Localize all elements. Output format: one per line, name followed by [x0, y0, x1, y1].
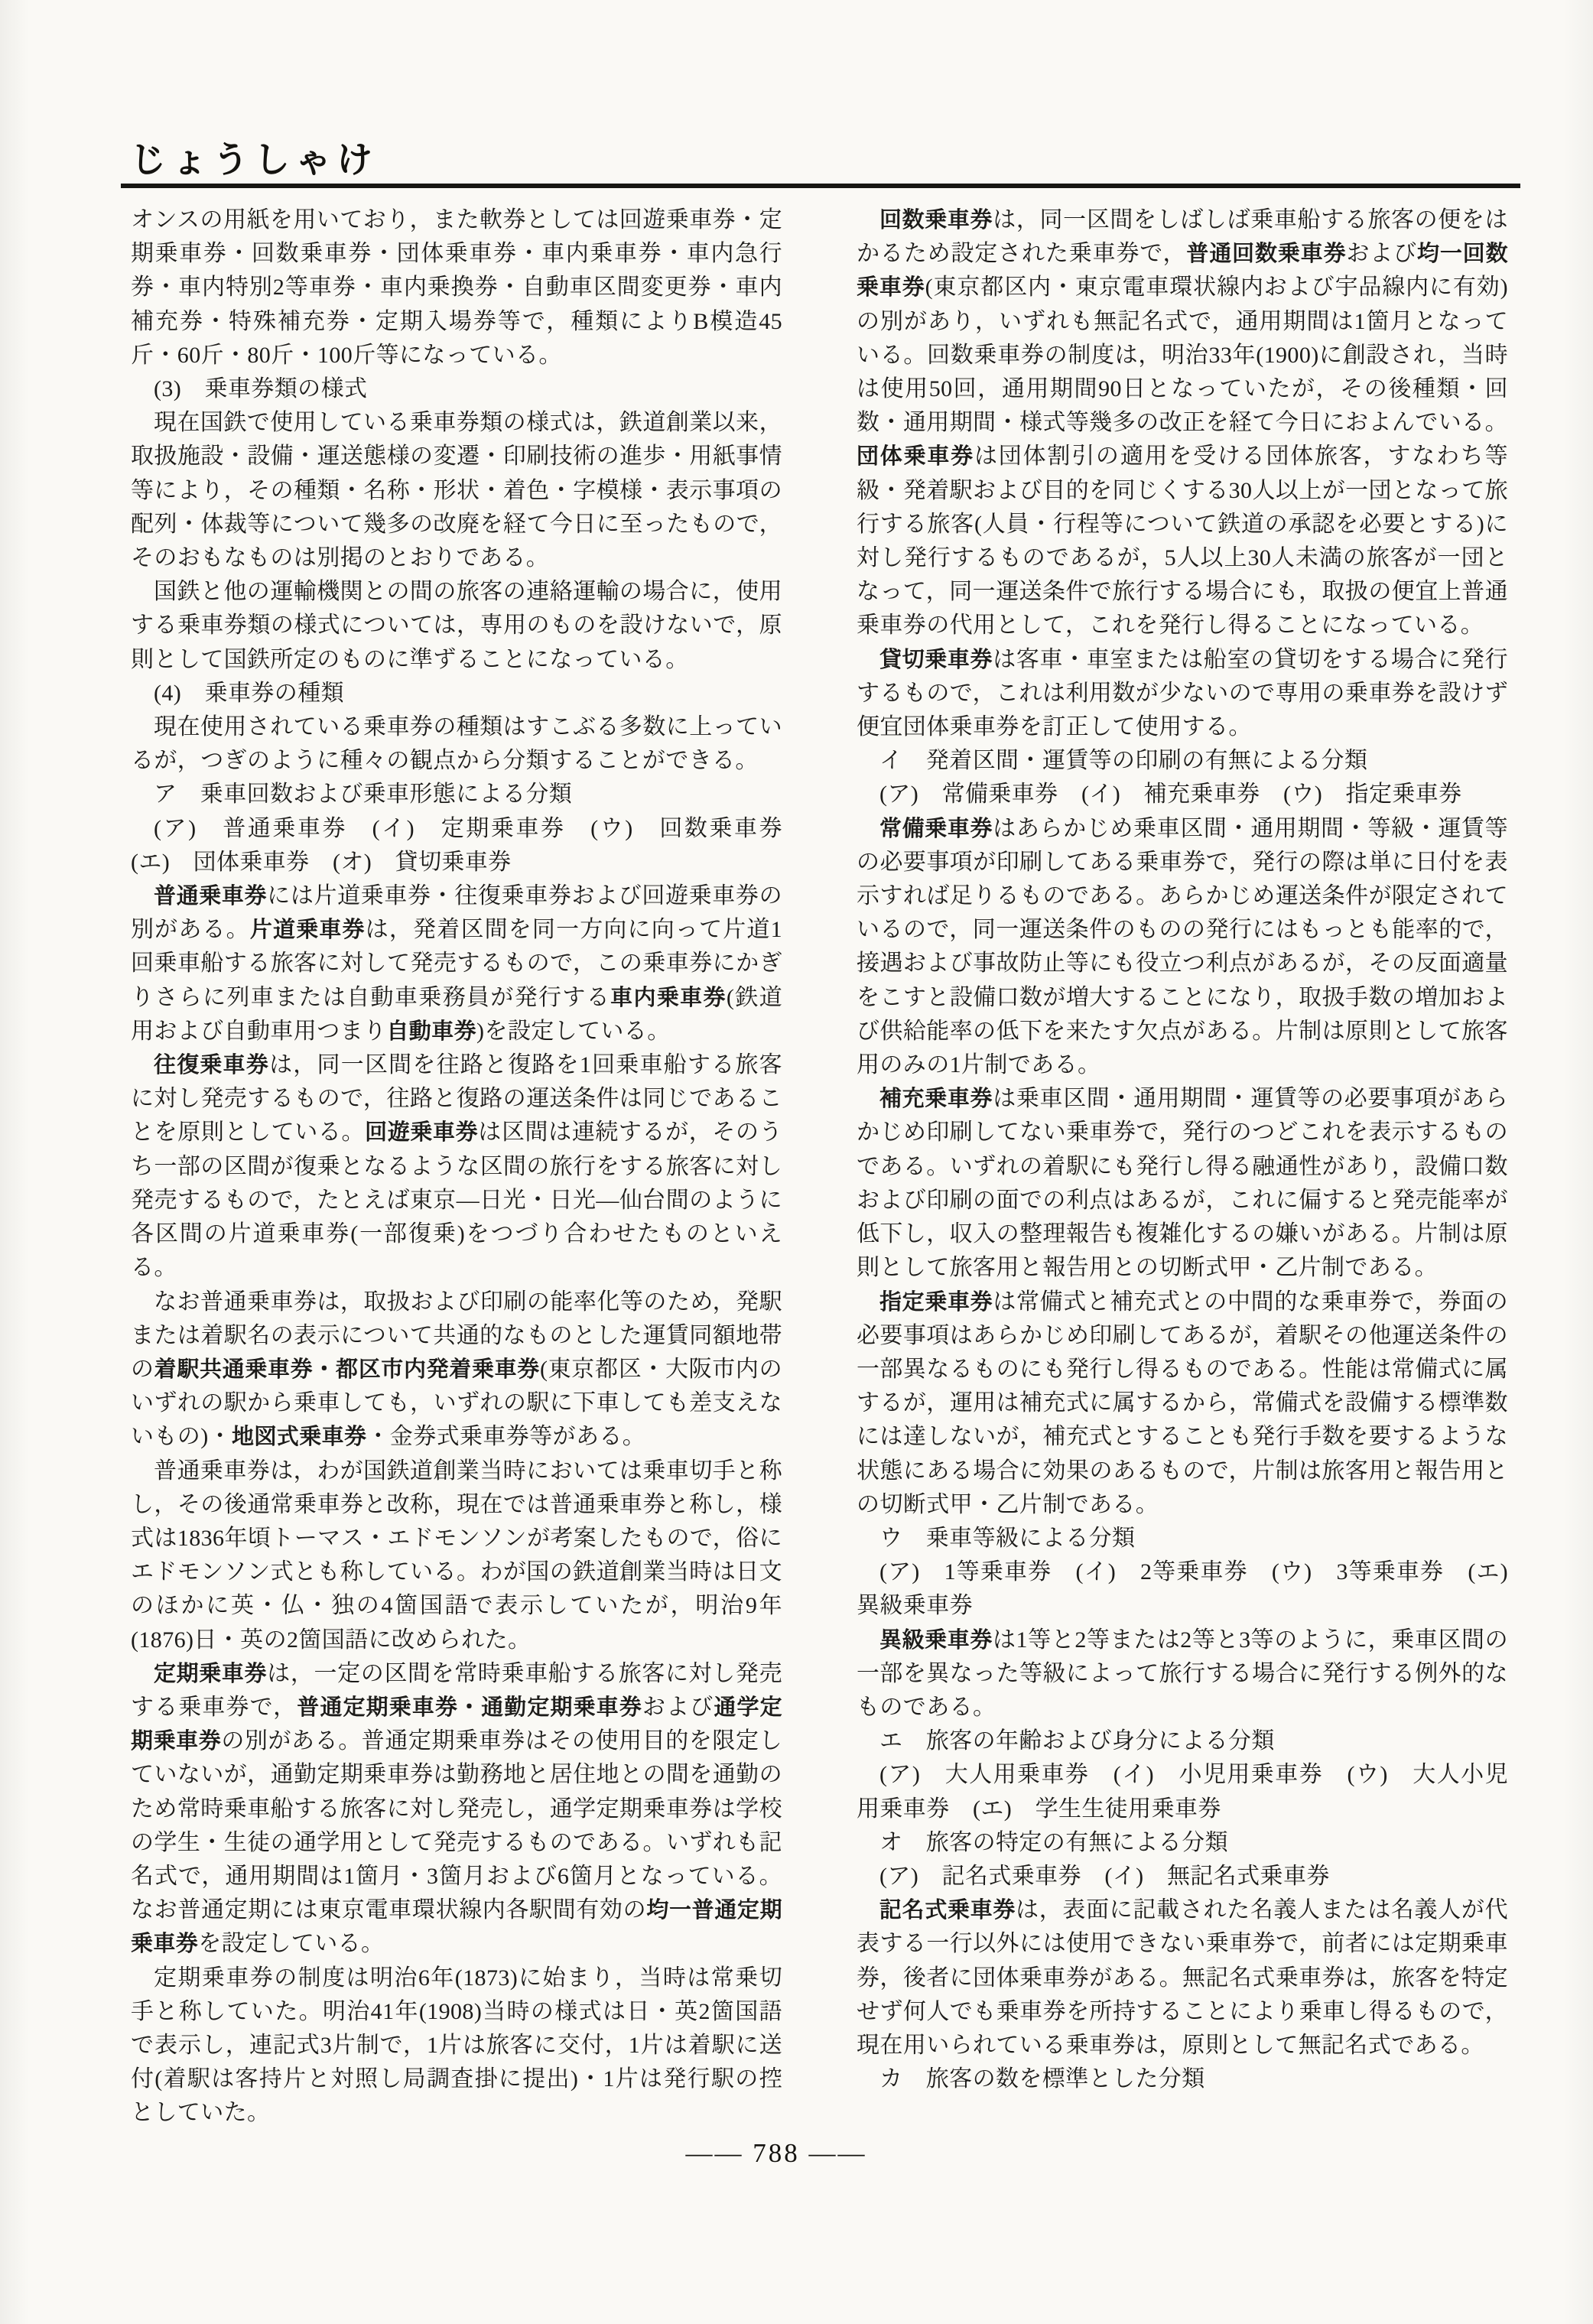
bold-term: 均一普通定期乗車券 [131, 1898, 782, 1957]
paragraph [131, 1962, 782, 2131]
text-run: は，同一区間をしばしば乗車船する旅客の便をはかるため設定された乗車券で， [857, 207, 1508, 267]
text-run: (鉄道用および自動車用つまり [131, 984, 782, 1044]
paragraph [131, 1657, 782, 1962]
text-run: 現在国鉄で使用している乗車券類の様式は，鉄道創業以来，取扱施設・設備・運送態様の変遷・印刷技術の進歩・用紙事情等により，その種類・名称・形状・着色・字模様・表示事項の配列・体裁等について幾多の改廃を経て今日に至ったもので，そのおもなものは別掲のとおりである。 [131, 410, 782, 571]
bold-term: 地図式乗車券 [232, 1425, 367, 1450]
paragraph [131, 879, 782, 1048]
text-run: ・金券式乗車券等がある。 [366, 1424, 646, 1450]
text-run: )を設定している。 [476, 1018, 671, 1044]
column-right [857, 203, 1532, 2096]
text-run: 定期乗車券の制度は明治6年(1873)に始まり，当時は常乗切手と称していた。明治41年(1908)当時の様式は日・英2箇国語で表示し，連記式3片制で，1片は旅客に交付，1片は着駅に送付(着駅は客持片と対照し局調査掛に提出)・1片は発行駅の控としていた。 [131, 1965, 782, 2126]
text-run: ア 乗車回数および乗車形態による分類 [154, 782, 573, 808]
text-run: なお普通乗車券は，取扱および印刷の能率化等のため，発駅または着駅名の表示について共通的なものとした運賃同額地帯の [131, 1289, 782, 1382]
text-run: (ア) 普通乗車券 (イ) 定期乗車券 (ウ) 回数乗車券 (エ) 団体乗車券 (オ) 貸切乗車券 [131, 815, 806, 875]
paragraph [131, 1455, 782, 1657]
bold-term: 定期乗車券 [154, 1661, 268, 1686]
bold-term: 補充乗車券 [879, 1087, 993, 1112]
list-items [857, 1758, 1508, 1825]
text-run: は，同一区間を往路と復路を1回乗車船する旅客に対し発売するもので，往路と復路の運送条件は同じであることを原則としている。 [131, 1052, 782, 1146]
text-run: を設定している。 [198, 1931, 385, 1957]
bold-term: 団体乗車券 [857, 444, 974, 470]
bold-term: 指定乗車券 [879, 1289, 993, 1315]
text-run: (ア) 1等乗車券 (イ) 2等乗車券 (ウ) 3等乗車券 (エ) 異級乗車券 [857, 1559, 1532, 1619]
page-number: ―― 788 ―― [685, 2138, 867, 2168]
text-run: は1等と2等または2等と3等のように，乗車区間の一部を異なった等級によって旅行する場合に発行する例外的なものである。 [857, 1627, 1508, 1720]
bold-term: 着駅共通乗車券・都区市内発着乗車券 [154, 1357, 540, 1382]
list-heading [857, 1724, 1508, 1758]
list-items [857, 778, 1508, 811]
text-run: (東京都区・大阪市内のいずれの駅から乗車しても，いずれの駅に下車しても差支えないもの)・ [131, 1356, 782, 1450]
text-run: は，発着区間を同一方向に向って片道1回乗車船する旅客に対して発売するもので，この乗車券にかぎりさらに列車または自動車乗務員が発行する [131, 917, 783, 1010]
section-heading [131, 372, 782, 406]
text-run: 普通乗車券は，わが国鉄道創業当時においては乗車切手と称し，その後通常乗車券と改称，現在では普通乗車券と称し，様式は1836年頃トーマス・エドモンソンが考案したもので，俗にエドモンソン式とも称している。わが国の鉄道創業当時は日文のほかに英・仏・独の4箇国語で表示していたが，明治9年(1876)日・英の2箇国語に改められた。 [131, 1458, 782, 1653]
text-run: ウ 乗車等級による分類 [879, 1525, 1136, 1551]
paragraph [857, 643, 1508, 745]
bold-term: 均一回数乗車券 [857, 242, 1508, 301]
text-run: (東京都区内・東京電車環状線内および宇品線内に有効)の別があり，いずれも無記名式で，通用期間は1箇月となっている。回数乗車券の制度は，明治33年(1900)に創設され，当時は使用50回，通用期間90日となっていたが，その後種類・回数・通用期間・様式等幾多の改正を経て今日におよんでいる。 [857, 275, 1508, 436]
text-run: (4) 乗車券の種類 [154, 680, 344, 706]
text-run: オンスの用紙を用いており，また軟券としては回遊乗車券・定期乗車券・回数乗車券・団体乗車券・車内乗車券・車内急行券・車内特別2等車券・車内乗換券・自動車区間変更券・車内補充券・特殊補充券・定期入場券等で，種類によりB模造45斤・60斤・80斤・100斤等になっている。 [131, 207, 782, 368]
text-run: イ 発着区間・運賃等の印刷の有無による分類 [879, 748, 1368, 774]
list-heading [857, 1522, 1508, 1555]
text-run: は区間は連続するが，そのうち一部の区間が復乗となるような区間の旅行をする旅客に対し発売するもので，たとえば東京―日光・日光―仙台間のように各区間の片道乗車券(一部復乗)をつづり合わせたものといえる。 [131, 1120, 783, 1281]
text-run: はあらかじめ乗車区間・通用期間・等級・運賃等の必要事項が印刷してある乗車券で，発行の際は単に日付を表示すれば足りるものである。あらかじめ運送条件が限定されているので，同一運送条件のものの発行にはもっとも能率的で，接遇および事故防止等にも役立つ利点があるが，その反面適量をこすと設備口数が増大することになり，取扱手数の増加および供給能率の低下を来たす欠点がある。片制は原則として旅客用のみの1片制である。 [857, 815, 1508, 1078]
text-run: は，一定の区間を常時乗車船する旅客に対し発売する乗車券で， [131, 1660, 782, 1720]
paragraph [857, 203, 1508, 643]
bold-term: 回数乗車券 [879, 208, 993, 232]
header-rule-divider [121, 184, 1520, 188]
paragraph [857, 812, 1508, 1083]
bold-term: 往復乗車券 [154, 1053, 270, 1078]
running-head: じょうしゃけ [130, 141, 378, 180]
text-run: および [642, 1694, 714, 1720]
paragraph [131, 575, 782, 677]
text-run: は客車・車室または船室の貸切をする場合に発行するもので，これは利用数が少ないので専用の乗車券を設けず便宜団体乗車券を訂正して使用する。 [857, 646, 1508, 740]
text-run: カ 旅客の数を標準とした分類 [879, 2066, 1205, 2092]
list-items [857, 1860, 1508, 1893]
text-run: (ア) 大人用乗車券 (イ) 小児用乗車券 (ウ) 大人小児用乗車券 (エ) 学生生徒用乗車券 [857, 1762, 1508, 1822]
bold-term: 普通乗車券 [154, 884, 268, 909]
bold-term: 記名式乗車券 [879, 1898, 1016, 1923]
text-run: は団体割引の適用を受ける団体旅客，すなわち等級・発着駅および目的を同じくする30人以上が一団となって旅行する旅客(人員・行程等について鉄道の承認を必要とする)に対し発行するものであるが，5人以上30人未満の旅客が一団となって，同一運送条件で旅行する場合にも，取扱の便宜上普通乗車券の代用として，これを発行し得ることになっている。 [857, 444, 1508, 639]
paragraph [857, 1286, 1508, 1522]
list-heading [857, 744, 1508, 778]
bold-term: 常備乗車券 [879, 816, 993, 841]
column-left [131, 203, 806, 2131]
text-run: の別がある。普通定期乗車券はその使用目的を限定していないが，通勤定期乗車券は勤務地と居住地との間を通勤のため常時乗車船する旅客に対し発売し，通学定期乗車券は学校の学生・生徒の通学用として発売するものである。いずれも記名式で，通用期間は1箇月・3箇月および6箇月となっている。なお普通定期には東京電車環状線内各駅間有効の [131, 1728, 782, 1923]
paragraph [131, 710, 782, 778]
paragraph [857, 1624, 1508, 1725]
bold-term: 自動車券 [386, 1019, 477, 1044]
text-run: 現在使用されている乗車券の種類はすこぶる多数に上っているが，つぎのように種々の観点から分類することができる。 [131, 714, 782, 774]
list-items [131, 812, 806, 879]
bold-term: 普通定期乗車券・通勤定期乗車券 [297, 1695, 642, 1720]
text-run: は乗車区間・通用期間・運賃等の必要事項があらかじめ印刷してない乗車券で，発行のつどこれを表示するものである。いずれの着駅にも発行し得る融通性があり，設備口数および印刷の面での利点はあるが，これに偏すると発売能率が低下し，収入の整理報告も複雑化するの嫌いがある。片制は原則として旅客用と報告用との切断式甲・乙片制である。 [857, 1086, 1508, 1281]
text-run: (ア) 記名式乗車券 (イ) 無記名式乗車券 [879, 1863, 1330, 1889]
paragraph [857, 1082, 1508, 1285]
paragraph [131, 1286, 782, 1455]
bold-term: 片道乗車券 [249, 918, 366, 943]
text-run: 国鉄と他の運輸機関との間の旅客の連絡運輸の場合に，使用する乗車券類の様式については，専用のものを設けないで，原則として国鉄所定のものに準ずることになっている。 [131, 579, 782, 672]
text-run: は常備式と補充式との中間的な乗車券で，券面の必要事項はあらかじめ印刷してあるが，着駅その他運送条件の一部異なるものにも発行し得るものである。性能は常備式に属するが，運用は補充式に属するから，常備式を設備する標準数には達しないが，補充式とすることも発行手数を要するような状態にある場合に効果のあるもので，片制は旅客用と報告用との切断式甲・乙片制である。 [857, 1289, 1508, 1517]
paragraph [131, 1048, 782, 1285]
bold-term: 異級乗車券 [879, 1627, 993, 1653]
list-heading [857, 1826, 1508, 1860]
text-run: および [1346, 241, 1418, 267]
bold-term: 貸切乗車券 [879, 647, 993, 672]
text-run: オ 旅客の特定の有無による分類 [879, 1829, 1228, 1855]
bold-term: 回遊乗車券 [365, 1120, 479, 1146]
bold-term: 通学定期乗車券 [131, 1695, 782, 1754]
list-heading [131, 778, 782, 811]
text-run: (ア) 常備乗車券 (イ) 補充乗車券 (ウ) 指定乗車券 [879, 782, 1462, 808]
paragraph [857, 1893, 1508, 2062]
bold-term: 車内乗車券 [610, 985, 727, 1010]
bold-term: 普通回数乗車券 [1186, 242, 1347, 267]
paragraph [131, 203, 782, 372]
paragraph [131, 406, 782, 575]
text-run: エ 旅客の年齢および身分による分類 [879, 1728, 1275, 1754]
section-heading [131, 677, 782, 710]
text-run: は，表面に記載された名義人または名義人が代表する一行以外には使用できない乗車券で，前者には定期乗車券，後者に団体乗車券がある。無記名式乗車券は，旅客を特定せず何人でも乗車券を所持することにより乗車し得るもので，現在用いられている乗車券は，原則として無記名式である。 [857, 1897, 1508, 2058]
list-heading [857, 2062, 1508, 2096]
text-run: には片道乗車券・往復乗車券および回遊乗車券の別がある。 [131, 883, 782, 943]
list-items [857, 1555, 1532, 1623]
text-run: (3) 乗車券類の様式 [154, 376, 368, 402]
